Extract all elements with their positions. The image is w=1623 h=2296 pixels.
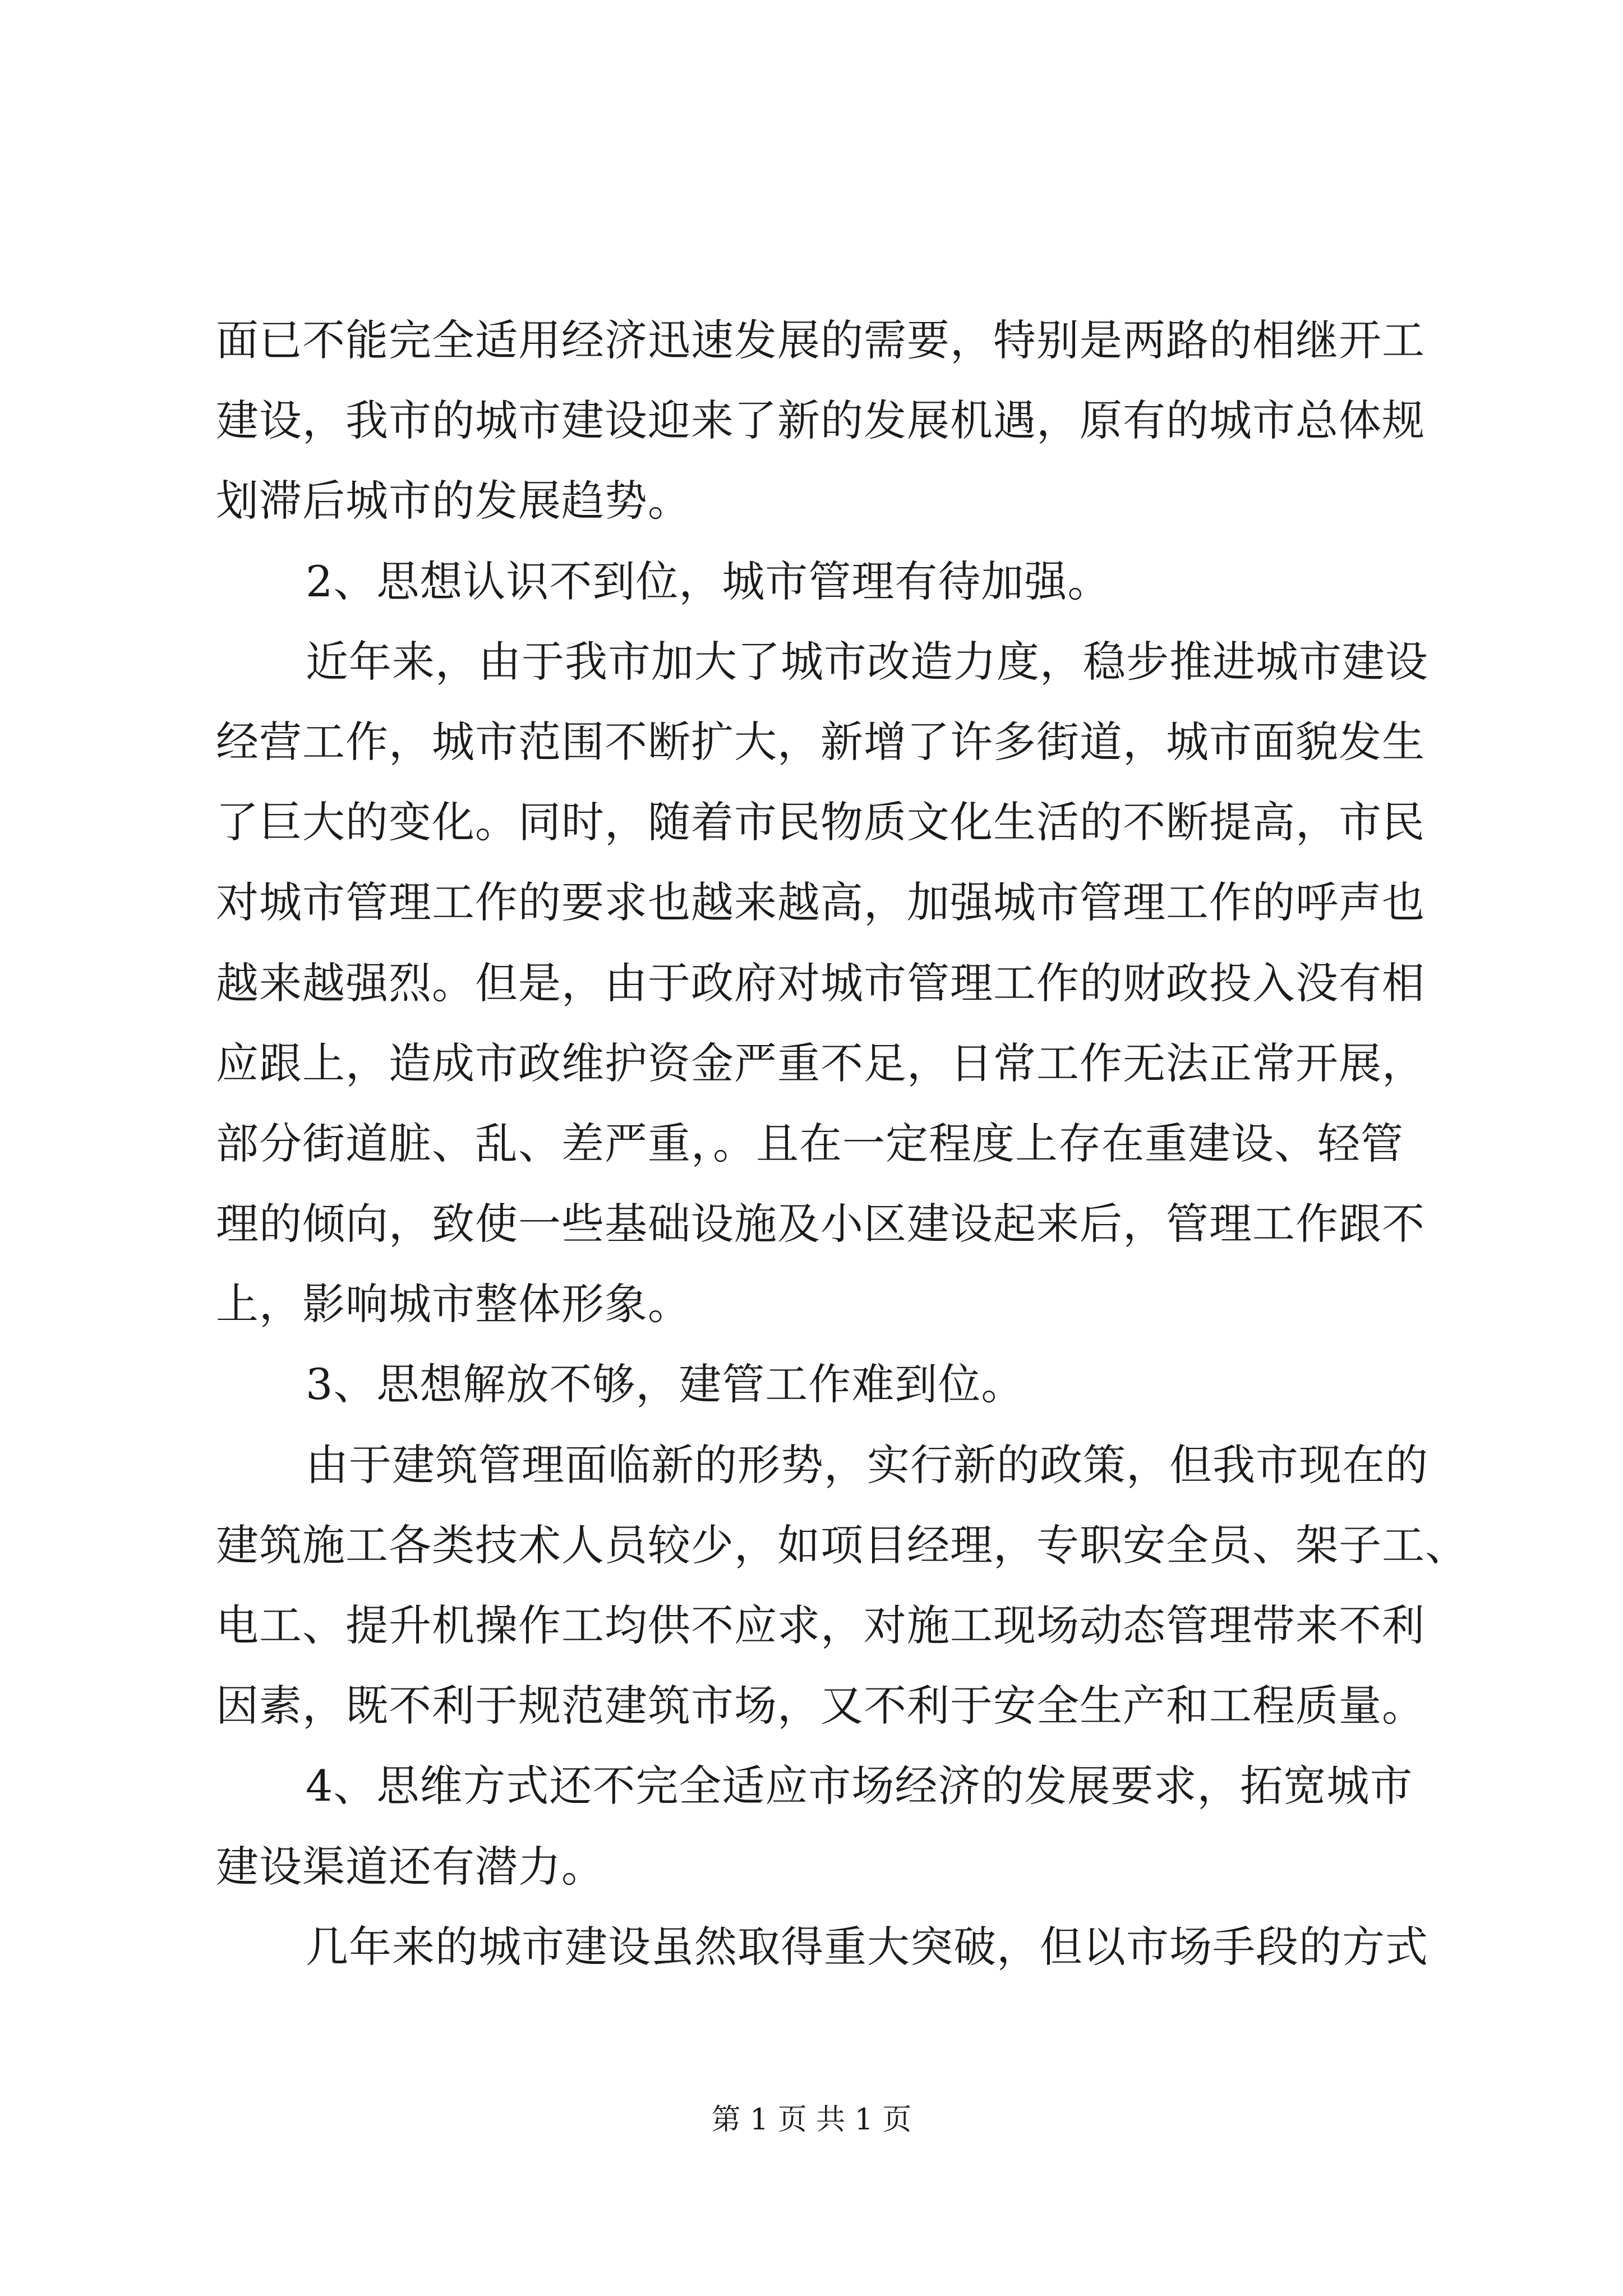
text-line: 了巨大的变化。同时，随着市民物质文化生活的不断提高，市民 (216, 797, 1425, 848)
document-body (216, 300, 1468, 1987)
text-line: 电工、提升机操作工均供不应求，对施工现场动态管理带来不利 (216, 1600, 1425, 1650)
text-line: 经营工作，城市范围不断扩大，新增了许多街道，城市面貌发生 (216, 716, 1425, 767)
text-line: 建筑施工各类技术人员较少，如项目经理，专职安全员、架子工、 (216, 1520, 1468, 1570)
text-line: 划滞后城市的发展趋势。 (216, 476, 691, 526)
text-line: 近年来，由于我市加大了城市改造力度，稳步推进城市建设 (306, 636, 1428, 687)
section-heading: 3、思想解放不够，建管工作难到位。 (306, 1359, 1025, 1410)
text-line: 对城市管理工作的要求也越来越高，加强城市管理工作的呼声也 (216, 877, 1425, 928)
text-line: 由于建筑管理面临新的形势，实行新的政策，但我市现在的 (306, 1439, 1428, 1490)
text-line: 上，影响城市整体形象。 (216, 1279, 691, 1329)
text-line: 理的倾向，致使一些基础设施及小区建设起来后，管理工作跟不 (216, 1199, 1425, 1249)
section-heading: 2、思想认识不到位，城市管理有待加强。 (306, 556, 1111, 606)
page-footer: 第 1 页 共 1 页 (711, 2103, 912, 2137)
section-heading: 4、思维方式还不完全适应市场经济的发展要求，拓宽城市 (306, 1761, 1413, 1811)
text-line: 应跟上，造成市政维护资金严重不足，日常工作无法正常开展， (216, 1038, 1425, 1088)
text-line: 部分街道脏、乱、差严重，。且在一定程度上存在重建设、轻管 (216, 1118, 1404, 1168)
text-line: 几年来的城市建设虽然取得重大突破，但以市场手段的方式 (306, 1921, 1428, 1972)
text-line: 建设渠道还有潜力。 (216, 1841, 605, 1892)
text-line: 越来越强烈。但是，由于政府对城市管理工作的财政投入没有相 (216, 958, 1425, 1008)
text-line: 建设，我市的城市建设迎来了新的发展机遇，原有的城市总体规 (216, 395, 1425, 446)
text-line: 因素，既不利于规范建筑市场，又不利于安全生产和工程质量。 (216, 1681, 1425, 1731)
text-line: 面已不能完全适用经济迅速发展的需要，特别是两路的相继开工 (216, 315, 1425, 365)
